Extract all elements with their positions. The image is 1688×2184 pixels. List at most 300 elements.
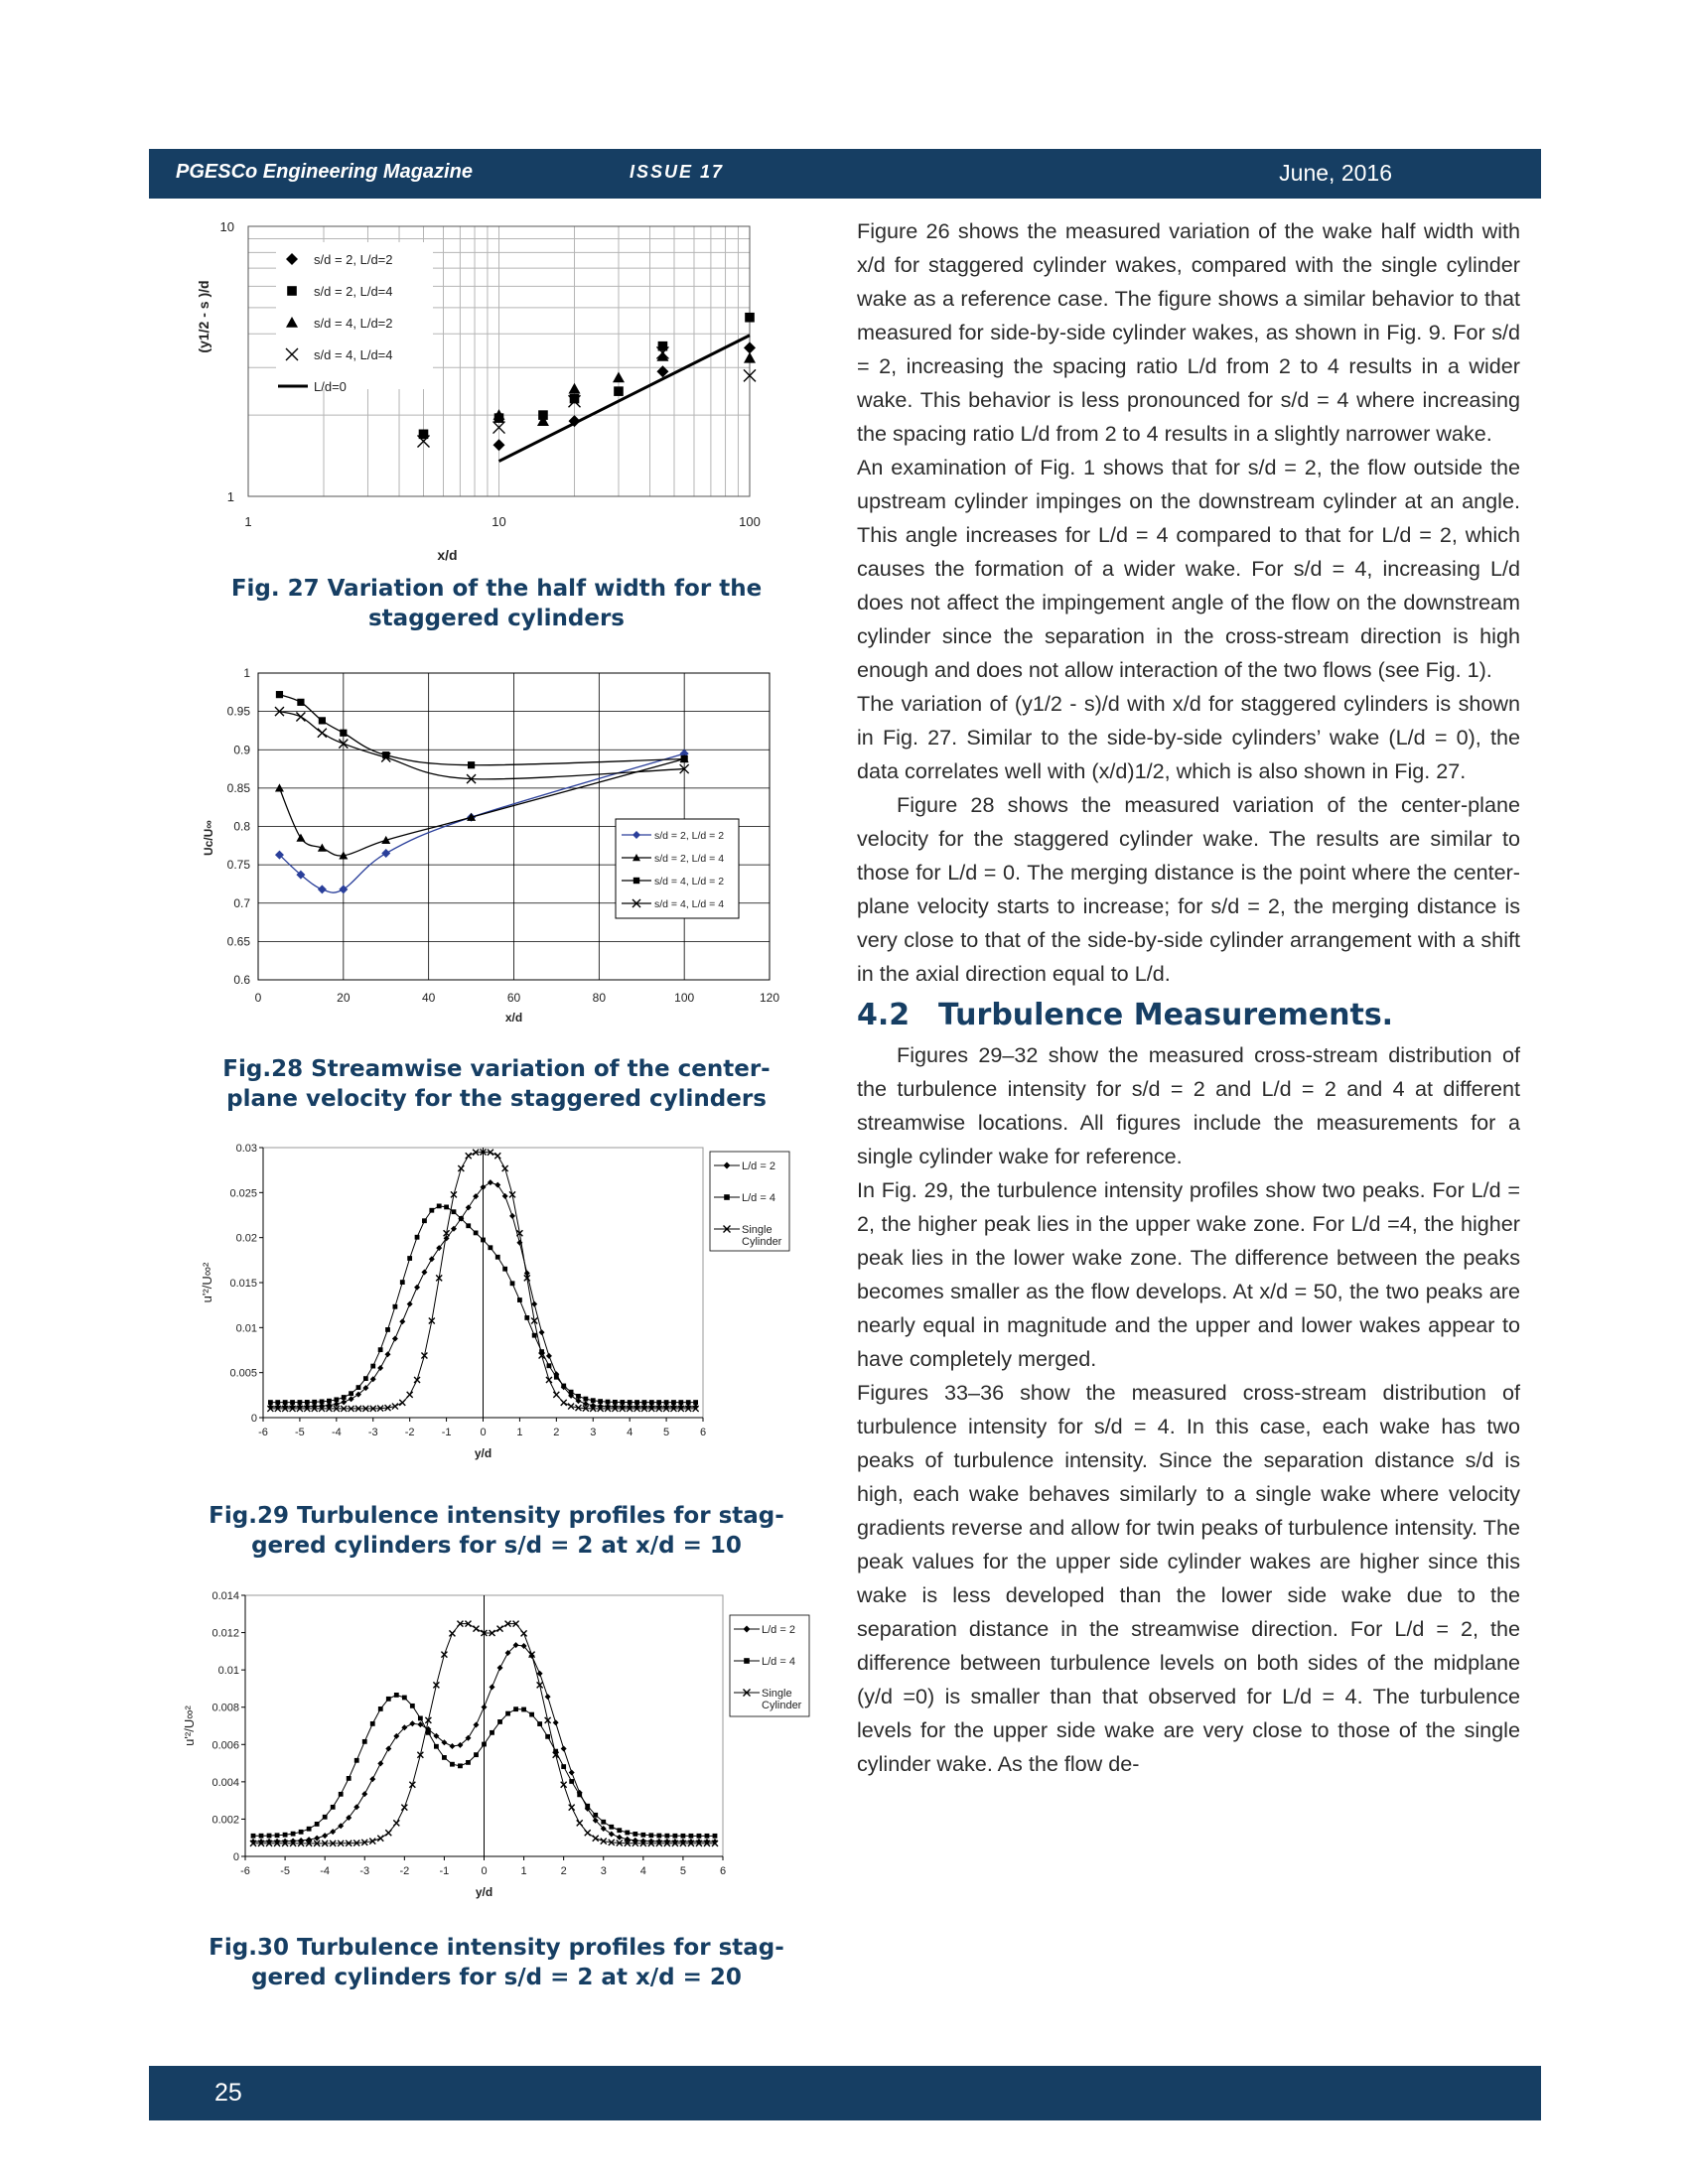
fig30-point [689,1834,694,1839]
fig28-point [468,761,475,768]
fig29-x-tick: 3 [590,1427,597,1438]
fig29-point [554,1375,559,1380]
fig29-point [400,1280,405,1285]
fig30-point [561,1782,567,1788]
fig27-x-tick: 1 [244,514,252,529]
fig29-point [356,1385,361,1390]
fig29-point [576,1394,581,1399]
fig30-point [521,1707,526,1712]
fig29-y-tick: 0 [250,1413,257,1425]
fig30-point [401,1805,407,1811]
fig27-legend-label: s/d = 2, L/d=4 [314,284,393,299]
fig30-y-label: u'²/U∞² [182,1706,197,1746]
fig30-point [267,1834,272,1839]
fig29-point [678,1400,683,1405]
fig30-legend-label: L/d = 4 [762,1656,795,1668]
fig28-legend-label: s/d = 4, L/d = 4 [654,898,725,910]
fig28-point [339,885,348,893]
fig27-legend-label: s/d = 4, L/d=4 [314,347,393,362]
fig30-point [450,1762,455,1767]
fig29-point [414,1285,420,1291]
fig30-point [385,1745,391,1751]
fig30-point [347,1776,352,1781]
fig30-y-tick: 0.002 [211,1814,239,1827]
fig30-y-tick: 0.008 [211,1702,239,1714]
fig30-legend-label: Cylinder [762,1700,802,1711]
fig30-point [537,1721,542,1726]
fig29-point [502,1165,508,1171]
fig28-x-tick: 60 [506,991,521,1005]
fig29-point [532,1333,537,1338]
fig29-legend-label: L/d = 4 [742,1192,775,1204]
fig29-x-tick: -6 [258,1427,268,1438]
fig29-point [547,1363,552,1368]
fig29-point [399,1400,405,1406]
section-number: 4.2 [857,998,911,1032]
fig29-point [502,1193,508,1199]
fig29-point [569,1390,574,1395]
fig30-point [482,1742,487,1747]
fig30-x-tick: -6 [240,1865,250,1877]
fig29-point [524,1315,529,1320]
fig29-y-tick: 0.005 [229,1367,257,1380]
fig29-point [494,1182,500,1188]
fig27-caption-line1: Fig. 27 Variation of the half width for the [230,576,763,602]
fig30-point [617,1835,623,1841]
fig28-point [340,730,347,737]
fig30-point [490,1730,494,1735]
fig28-y-tick: 0.95 [226,704,250,719]
fig29-point [583,1397,588,1402]
fig29-x-tick: -1 [441,1427,452,1438]
fig28-point [276,691,283,698]
fig30-x-tick: 3 [600,1865,607,1877]
figure-30 [149,1585,844,1913]
fig29-point [620,1400,625,1405]
fig30-y-tick: 0.014 [211,1590,239,1602]
fig30-point [299,1830,304,1835]
fig29-point [634,1400,639,1405]
fig30-point [656,1834,661,1839]
fig28-x-tick: 120 [759,991,780,1005]
fig27-point [744,352,756,363]
fig30-point [369,1776,375,1782]
fig28-point [318,885,327,893]
magazine-title: PGESCo Engineering Magazine [176,161,473,183]
body-text-column [857,214,1520,1781]
fig29-point [407,1392,413,1398]
fig30-y-tick: 0.01 [217,1665,239,1678]
fig30-point [577,1792,582,1797]
fig29-point [414,1377,420,1383]
fig30-point [322,1833,328,1839]
fig29-point [466,1223,471,1228]
fig29-point [385,1327,390,1332]
fig29-point [378,1347,383,1352]
fig30-y-tick: 0.012 [211,1627,239,1640]
fig28-y-label: Uc/U∞ [202,820,215,857]
fig27-plot [196,219,761,563]
fig29-point [495,1255,500,1260]
fig30-point [458,1763,463,1768]
fig30-point [315,1822,320,1827]
fig29-point [458,1165,464,1171]
fig30-x-tick: 6 [719,1865,727,1877]
fig30-x-tick: 1 [520,1865,527,1877]
fig29-point [591,1398,596,1403]
fig30-point [409,1782,415,1788]
fig27-point [745,313,755,323]
fig28-legend-marker [633,878,639,884]
fig27-legend [276,242,433,394]
fig29-point [290,1400,295,1405]
fig29-x-tick: -5 [295,1427,305,1438]
fig29-point [561,1400,567,1406]
paragraph: Figures 33–36 show the measured cross-stream distribution of turbulence intensity for s/d = 4. In this case, each wake has two peaks of turbulence intensity. Since the separation distance s/d is high, each wake behaves similarly to a single wake where velocity gradients reverse and allow for twin peaks of turbulence intensity. The peak values for the upper side cylinder wakes are higher since this wake is less developed than the lower side wake due to the separation distance in the streamwise direction. For L/d = 2, the difference between turbulence levels on both sides of the midplane (y/d =0) is smaller than that observed for L/d = 4. The turbulence levels for the upper side wake are very close to those of the single cylinder wake. As the flow de- [857,1380,1520,1776]
fig29-x-tick: 5 [663,1427,670,1438]
fig28-point [681,755,688,762]
fig28-x-tick: 100 [674,991,695,1005]
fig29-point [613,1400,618,1405]
fig28-point [275,783,284,791]
fig29-point [363,1376,368,1381]
fig30-point [633,1832,637,1837]
fig27-y-label: (y1/2 - s )/d [196,280,211,353]
fig30-point [513,1706,518,1711]
fig30-point [441,1652,447,1658]
fig28-caption-line1: Fig.28 Streamwise variation of the center- [222,1056,771,1082]
fig30-point [291,1832,296,1837]
fig27-x-tick: 10 [492,514,506,529]
fig30-point [283,1833,288,1838]
fig29-y-tick: 0.02 [235,1232,257,1245]
fig29-point [437,1203,442,1208]
fig29-point [275,1400,280,1405]
fig30-point [394,1693,399,1698]
fig29-point [334,1397,339,1402]
fig29-point [429,1256,435,1262]
fig30-point [474,1752,479,1757]
fig30-legend [730,1615,809,1716]
fig29-plot [200,1143,789,1460]
fig29-point [546,1377,552,1383]
fig30-point [569,1779,574,1784]
fig30-point [713,1834,718,1839]
fig27-series-line [499,336,751,462]
fig29-point [546,1353,552,1359]
fig29-point [429,1208,434,1213]
paragraph: Figures 29–32 show the measured cross-stream distribution of the turbulence intensity for s/d = 2 and L/d = 2 and 4 at different streamwise locations. All figures include the measurements for a single cylinder wake for reference. [857,1042,1520,1168]
fig28-x-tick: 0 [254,991,262,1005]
fig29-caption-line1: Fig.29 Turbulence intensity profiles for stag- [209,1503,784,1529]
fig30-point [577,1820,583,1826]
fig29-legend-marker [724,1194,730,1200]
fig30-x-tick: -4 [320,1865,331,1877]
fig29-point [452,1209,457,1214]
fig30-point [609,1825,614,1830]
fig29-y-label: u'²/U∞² [200,1262,214,1303]
fig29-point [283,1400,288,1405]
fig29-point [268,1400,273,1405]
fig29-point [399,1318,405,1324]
fig30-point [593,1836,599,1842]
fig29-x-tick: 2 [553,1427,560,1438]
fig27-caption-line2: staggered cylinders [367,606,625,631]
fig30-point [673,1834,678,1839]
fig29-legend-label: L/d = 2 [742,1160,775,1172]
fig30-point [361,1791,367,1797]
fig29-x-tick: 6 [699,1427,707,1438]
fig27-legend-label: s/d = 4, L/d=2 [314,316,393,331]
figure-29-caption [149,1501,844,1561]
issue-date: June, 2016 [1279,160,1392,186]
fig29-point [407,1301,413,1307]
figure-28 [149,660,844,1037]
fig29-point [686,1400,691,1405]
fig27-x-tick: 100 [739,514,761,529]
fig27-legend-label: s/d = 2, L/d=2 [314,252,393,267]
fig30-point [449,1630,455,1636]
fig30-legend-marker [744,1658,750,1664]
page-footer [149,2066,1541,2120]
fig28-point [296,713,305,722]
fig29-point [539,1329,545,1335]
fig30-point [409,1720,415,1726]
fig29-point [415,1235,420,1240]
fig30-point [497,1719,502,1724]
fig30-y-tick: 0.006 [211,1739,239,1752]
fig28-point [318,729,327,738]
fig29-point [444,1205,449,1210]
fig28-point [296,834,305,842]
fig29-point [421,1269,427,1275]
fig30-y-tick: 0 [232,1851,239,1863]
fig29-chart [149,1140,844,1487]
fig30-point [370,1721,375,1726]
fig30-point [561,1764,566,1769]
fig30-point [377,1836,383,1842]
fig29-point [466,1153,472,1159]
fig28-y-tick: 0.8 [233,819,250,834]
fig30-point [323,1815,328,1820]
fig30-point [418,1716,423,1721]
fig30-point [378,1706,383,1711]
fig28-caption-line2: plane velocity for the staggered cylinders [226,1086,767,1112]
fig29-x-tick: -3 [367,1427,378,1438]
fig30-point [664,1834,669,1839]
figure-28-caption [149,1054,844,1114]
fig30-x-tick: 0 [481,1865,488,1877]
fig28-chart [149,660,844,1037]
fig29-caption-line2: gered cylinders for s/d = 2 at x/d = 10 [251,1533,742,1559]
fig30-point [648,1833,653,1838]
fig30-legend-label: Single [762,1688,792,1700]
fig29-point [517,1297,522,1302]
paragraph: Figure 26 shows the measured variation of the wake half width with x/d for staggered cylinder wakes, compared with the single cylinder wake as a reference case. The figure shows a similar behavior to that measured for side-by-side cylinder wakes, as shown in Fig. 9. For s/d = 2, increasing the spacing ratio L/d from 2 to 4 results in a wider wake. This behavior is less pronounced for s/d = 4 where increasing the spacing ratio L/d from 2 to 4 results in a slightly narrower wake. [857,218,1520,446]
fig30-x-tick: 5 [679,1865,686,1877]
fig29-point [349,1391,353,1396]
fig30-point [529,1712,534,1717]
fig28-point [297,699,304,706]
fig30-x-tick: 4 [639,1865,646,1877]
fig30-point [307,1827,312,1832]
fig29-point [488,1179,493,1185]
fig30-point [545,1734,550,1739]
fig30-point [354,1758,359,1763]
fig27-point [614,386,624,396]
fig29-point [305,1400,310,1405]
fig29-x-tick: 0 [480,1427,487,1438]
fig28-x-tick: 80 [592,991,607,1005]
fig29-point [466,1204,472,1210]
fig29-point [628,1400,633,1405]
fig27-point [569,383,581,394]
fig29-y-tick: 0.015 [229,1278,257,1290]
fig30-point [553,1719,559,1725]
fig29-point [459,1216,464,1221]
fig30-x-tick: -5 [280,1865,290,1877]
figure-27 [149,208,844,566]
fig30-point [402,1696,407,1701]
fig28-x-tick: 20 [337,991,351,1005]
fig30-caption-line2: gered cylinders for s/d = 2 at x/d = 20 [251,1965,742,1990]
fig30-point [314,1836,320,1842]
fig30-point [251,1834,256,1839]
fig28-plot [202,666,779,1024]
fig29-point [553,1392,559,1398]
fig27-legend-label: L/d=0 [314,379,347,394]
fig30-point [377,1760,383,1766]
issue-label: ISSUE 17 [630,162,725,182]
fig28-y-tick: 0.6 [233,973,250,987]
fig30-point [473,1626,479,1632]
fig29-point [598,1399,603,1404]
fig29-point [510,1281,515,1286]
paragraph: An examination of Fig. 1 shows that for s/d = 2, the flow outside the upstream cylinder impinges on the downstream cylinder at an angle. This angle increases for L/d = 4 compared to that for L/d = 2, which causes the formation of a wider wake. For s/d = 4, increasing L/d does not affect the impingement angle of the flow on the downstream cylinder since the separation in the cross-stream direction is high enough and does not allow interaction of the two flows (see Fig. 1). [857,455,1520,682]
fig28-series-line [279,712,684,779]
fig28-y-tick: 1 [243,666,250,680]
fig29-point [494,1153,500,1159]
fig29-point [298,1400,303,1405]
fig30-chart [149,1585,844,1913]
paragraph: In Fig. 29, the turbulence intensity profiles show two peaks. For L/d = 2, the higher peak lies in the upper wake zone. For L/d =4, the higher peak lies in the lower wake zone. The difference between the peaks becomes smaller as the flow develops. At x/d = 50, the two peaks are nearly equal in magnitude and the upper and lower wakes appear to have completely merged. [857,1177,1520,1371]
page-number: 25 [214,2079,242,2107]
fig30-point [275,1833,280,1838]
fig30-point [521,1630,527,1636]
fig29-legend [710,1152,789,1251]
fig30-y-tick: 0.004 [211,1776,239,1789]
fig29-point [320,1400,325,1405]
fig30-point [473,1722,479,1728]
fig28-y-tick: 0.7 [233,895,250,910]
fig28-y-tick: 0.85 [226,780,250,795]
fig29-point [341,1399,347,1405]
fig28-legend-label: s/d = 4, L/d = 2 [654,876,725,887]
fig30-point [385,1830,391,1836]
fig30-point [681,1834,686,1839]
fig30-point [569,1805,575,1811]
fig30-point [545,1694,551,1700]
fig28-point [319,717,326,724]
fig29-legend-label: Cylinder [742,1236,782,1248]
fig30-point [505,1711,510,1716]
section-title: Turbulence Measurements. [938,998,1394,1032]
fig29-point [502,1267,507,1272]
fig29-y-tick: 0.025 [229,1187,257,1200]
fig29-point [671,1400,676,1405]
fig29-x-tick: 4 [627,1427,633,1438]
fig30-point [386,1697,391,1702]
fig30-point [705,1834,710,1839]
fig30-point [442,1755,447,1760]
fig29-y-tick: 0.01 [235,1322,257,1335]
fig30-point [434,1744,439,1749]
fig30-point [697,1834,702,1839]
fig27-x-label: x/d [437,547,458,563]
fig29-point [488,1245,492,1250]
page-header [149,149,1541,199]
fig29-point [370,1364,375,1369]
fig30-point [625,1831,630,1836]
fig30-point [601,1820,606,1825]
fig30-point [497,1626,503,1632]
fig29-point [393,1304,398,1309]
fig29-legend-label: Single [742,1224,773,1236]
fig30-point [449,1743,455,1749]
fig29-point [342,1395,347,1400]
fig29-y-tick: 0.03 [235,1143,257,1155]
fig29-point [606,1400,611,1405]
fig30-point [490,1684,495,1690]
fig30-x-tick: 2 [560,1865,567,1877]
fig30-point [609,1831,615,1837]
fig29-x-tick: 1 [516,1427,523,1438]
figure-27-caption [149,574,844,633]
fig27-y-tick: 1 [226,489,234,504]
fig29-x-label: y/d [474,1446,492,1460]
section-heading [857,995,1520,1036]
fig29-point [422,1218,427,1223]
fig30-x-tick: -2 [399,1865,410,1877]
fig29-x-tick: -4 [331,1427,342,1438]
fig29-point [642,1400,647,1405]
fig30-legend-label: L/d = 2 [762,1624,795,1636]
fig30-point [569,1769,575,1775]
fig30-point [617,1828,622,1833]
fig30-point [585,1804,590,1809]
fig30-point [426,1730,431,1735]
fig28-legend [616,819,739,918]
paragraph: The variation of (y1/2 - s)/d with x/d for staggered cylinders is shown in Fig. 27. Similar to the side-by-side cylinders’ wake (L/d = 0), the data correlates well with (x/d)1/2, which is also shown in Fig. 27. [857,691,1520,783]
figure-30-caption [149,1933,844,1992]
fig28-y-tick: 0.9 [233,743,250,757]
fig29-point [392,1335,398,1341]
fig30-point [585,1830,591,1836]
fig30-point [640,1833,645,1838]
fig27-legend-marker [287,286,297,296]
fig29-point [664,1400,669,1405]
fig30-x-tick: -3 [359,1865,370,1877]
fig30-point [593,1813,598,1818]
fig30-point [331,1805,336,1810]
fig29-point [561,1384,566,1389]
fig30-point [259,1834,264,1839]
fig28-legend-label: s/d = 2, L/d = 4 [654,853,725,865]
fig28-x-tick: 40 [421,991,436,1005]
fig27-y-tick: 10 [219,219,234,234]
fig29-point [481,1238,486,1243]
fig29-point [474,1230,479,1235]
